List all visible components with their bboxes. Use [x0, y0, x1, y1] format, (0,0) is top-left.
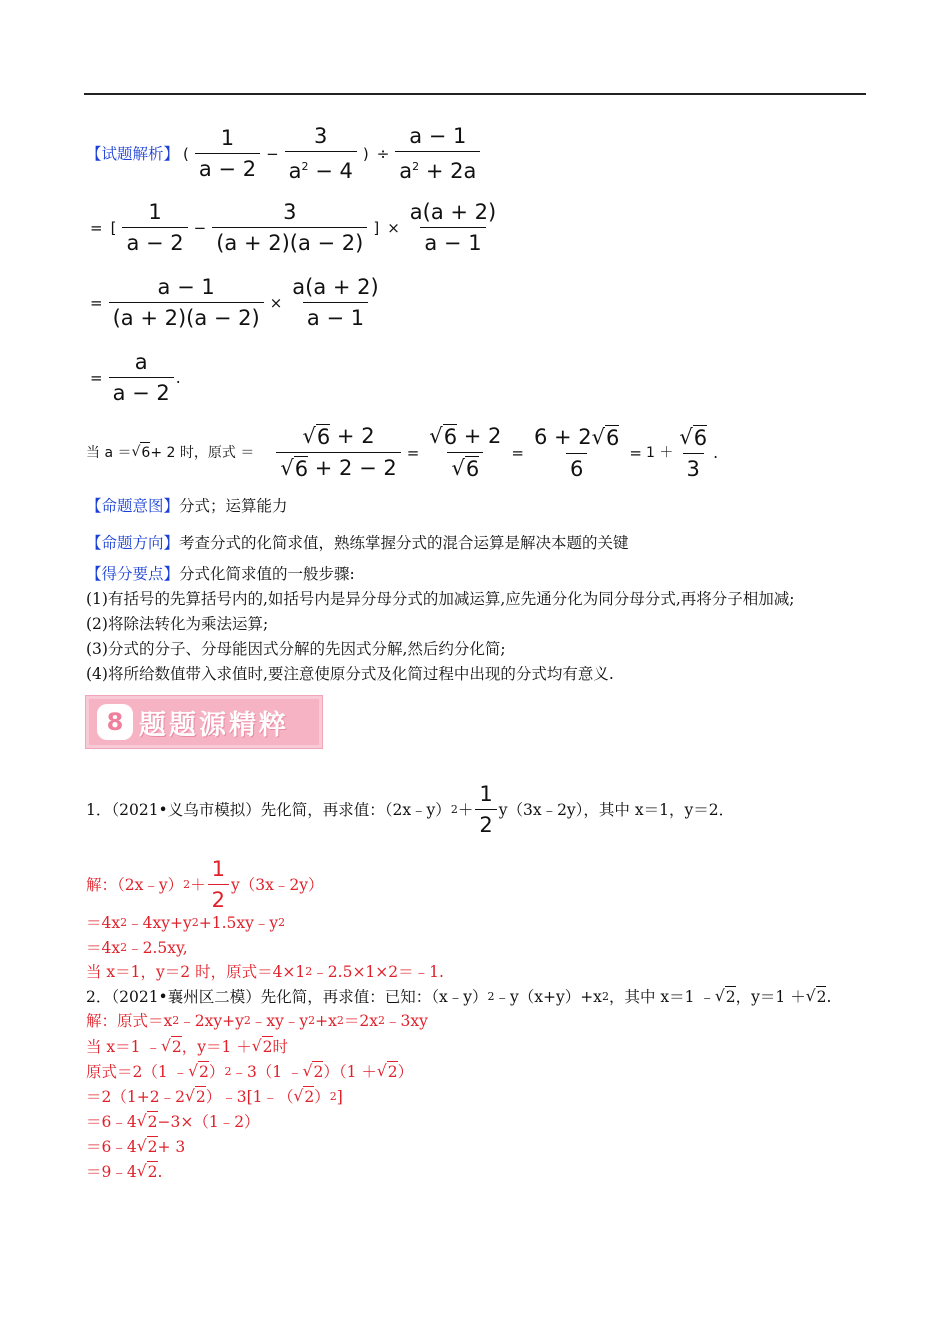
banner-badge: 8 — [97, 704, 133, 740]
analysis-label: 【试题解析】 — [86, 144, 180, 163]
fraction-1-over-a-minus-2-step: $\frac{1}{a - 2}$ — [122, 200, 187, 255]
q1-solution-line-2: ＝4x 2 ﹣2.5xy, — [86, 939, 188, 957]
fraction-3-over-a2-minus-4: $\frac{3}{a^2 - 4}$ — [285, 124, 357, 183]
fraction-sub-3: 6 + 2 √ 6 6 — [533, 424, 620, 481]
substitution-line: 当 a ＝ √ 6 + 2 时，原式 ＝ √ 6 + 2 √ 6 + 2 − 2 = √ 6 + 2 √ 6 = 6 + 2 √ 6 6 = 1 ＋ √ 6 3 . — [86, 424, 719, 481]
intent-line: 【命题意图】 分式；运算能力 — [86, 497, 288, 515]
step-4: (4)将所给数值带入求值时,要注意使原分式及化简过程中出现的分式均有意义. — [86, 665, 614, 683]
fraction-sub-1: √ 6 + 2 √ 6 + 2 − 2 — [276, 424, 400, 481]
header-rule — [84, 93, 866, 95]
direction-line: 【命题方向】 考查分式的化简求值，熟练掌握分式的混合运算是解决本题的关键 — [86, 534, 629, 552]
fraction-a-minus-1-over-a2-plus-2a: $\frac{a - 1}{a^2 + 2a}$ — [395, 124, 480, 183]
analysis-line-4: = $\frac{a}{a - 2}$ . — [90, 350, 181, 405]
fraction-a-minus-1-over-factored: $\frac{a - 1}{(a + 2)(a - 2)}$ — [109, 275, 264, 330]
step-2: (2)将除法转化为乘法运算; — [86, 615, 269, 633]
q2-solution-line-7: ＝9﹣4 √ 2 . — [86, 1162, 163, 1181]
fraction-half: $\frac{1}{2}$ — [475, 782, 496, 837]
q2-solution-line-4: ＝2（1+2﹣2 √ 2 ）﹣3[1﹣（ √ 2 ） 2 ] — [86, 1087, 343, 1106]
fraction-a-a-plus-2-over-a-minus-1-step: $\frac{a(a + 2)}{a - 1}$ — [292, 275, 379, 330]
analysis-line-2: = [ $\frac{1}{a - 2}$ − $\frac{3}{(a + 2)(a - 2)}$ ] × $\frac{a(a + 2)}{a - 1}$ — [86, 200, 502, 255]
fraction-half-solution: $\frac{1}{2}$ — [208, 857, 229, 912]
step-3: (3)分式的分子、分母能因式分解的先因式分解,然后约分化简; — [86, 640, 506, 658]
step-1: (1)有括号的先算括号内的,如括号内是异分母分式的加减运算,应先通分化为同分母分式,再将分子相加减; — [86, 590, 795, 608]
section-banner — [86, 696, 322, 748]
q2-solution-line-6: ＝6﹣4 √ 2 + 3 — [86, 1137, 186, 1156]
question-2: 2．（2021•襄州区二模）先化简，再求值：已知：（x﹣y） 2 ﹣y（x+y）+x 2 ，其中 x＝1 ﹣ √ 2 ，y＝1 ＋ √ 2 . — [86, 987, 832, 1006]
fraction-1-over-a-minus-2: $\frac{1}{a - 2}$ — [195, 126, 260, 181]
q1-solution-line-3: 当 x＝1，y＝2 时，原式＝4×1 2 ﹣2.5×1×2＝﹣1. — [86, 963, 444, 981]
banner-title: 题题源精粹 — [139, 709, 289, 741]
analysis-line-1: 【试题解析】 ( $\frac{1}{a - 2}$ − $\frac{3}{a^2 - 4}$ ) ÷ $\frac{a - 1}{a^2 + 2a}$ — [86, 124, 482, 183]
q1-solution-line-1: ＝4x 2 ﹣4xy+y 2 +1.5xy﹣y 2 — [86, 914, 286, 932]
sqrt-6: √ 6 — [131, 444, 151, 461]
analysis-line-3: = $\frac{a - 1}{(a + 2)(a - 2)}$ × $\frac{a(a + 2)}{a - 1}$ — [86, 275, 385, 330]
q2-solution-line-2: 当 x＝1 ﹣ √ 2 ，y＝1 ＋ √ 2 时 — [86, 1037, 289, 1056]
fraction-sub-2: √ 6 + 2 √ 6 — [429, 424, 502, 481]
fraction-a-over-a-minus-2: $\frac{a}{a - 2}$ — [109, 350, 174, 405]
q2-solution-line-3: 原式＝2（1 ﹣ √ 2 ） 2 ﹣3（1 ﹣ √ 2 ）（1 ＋ √ 2 ） — [86, 1062, 414, 1081]
q1-solution-header: 解：（2x﹣y） 2 ＋ $\frac{1}{2}$ y（3x﹣2y） — [86, 857, 324, 912]
points-line: 【得分要点】 分式化简求值的一般步骤: — [86, 565, 355, 583]
fraction-3-over-factored: $\frac{3}{(a + 2)(a - 2)}$ — [212, 200, 367, 255]
q2-solution-line-1: 解：原式＝x 2 ﹣2xy+y 2 ﹣xy﹣y 2 +x 2 ＝2x 2 ﹣3xy — [86, 1012, 428, 1030]
question-1: 1．（2021•义乌市模拟）先化简，再求值：（2x﹣y） 2 ＋ $\frac{1}{2}$ y（3x﹣2y），其中 x＝1，y＝2． — [86, 782, 735, 837]
fraction-sub-4: √ 6 3 — [679, 424, 708, 481]
q2-solution-line-5: ＝6﹣4 √ 2 −3×（1﹣2） — [86, 1112, 260, 1131]
fraction-a-a-plus-2-over-a-minus-1: $\frac{a(a + 2)}{a - 1}$ — [409, 200, 497, 255]
